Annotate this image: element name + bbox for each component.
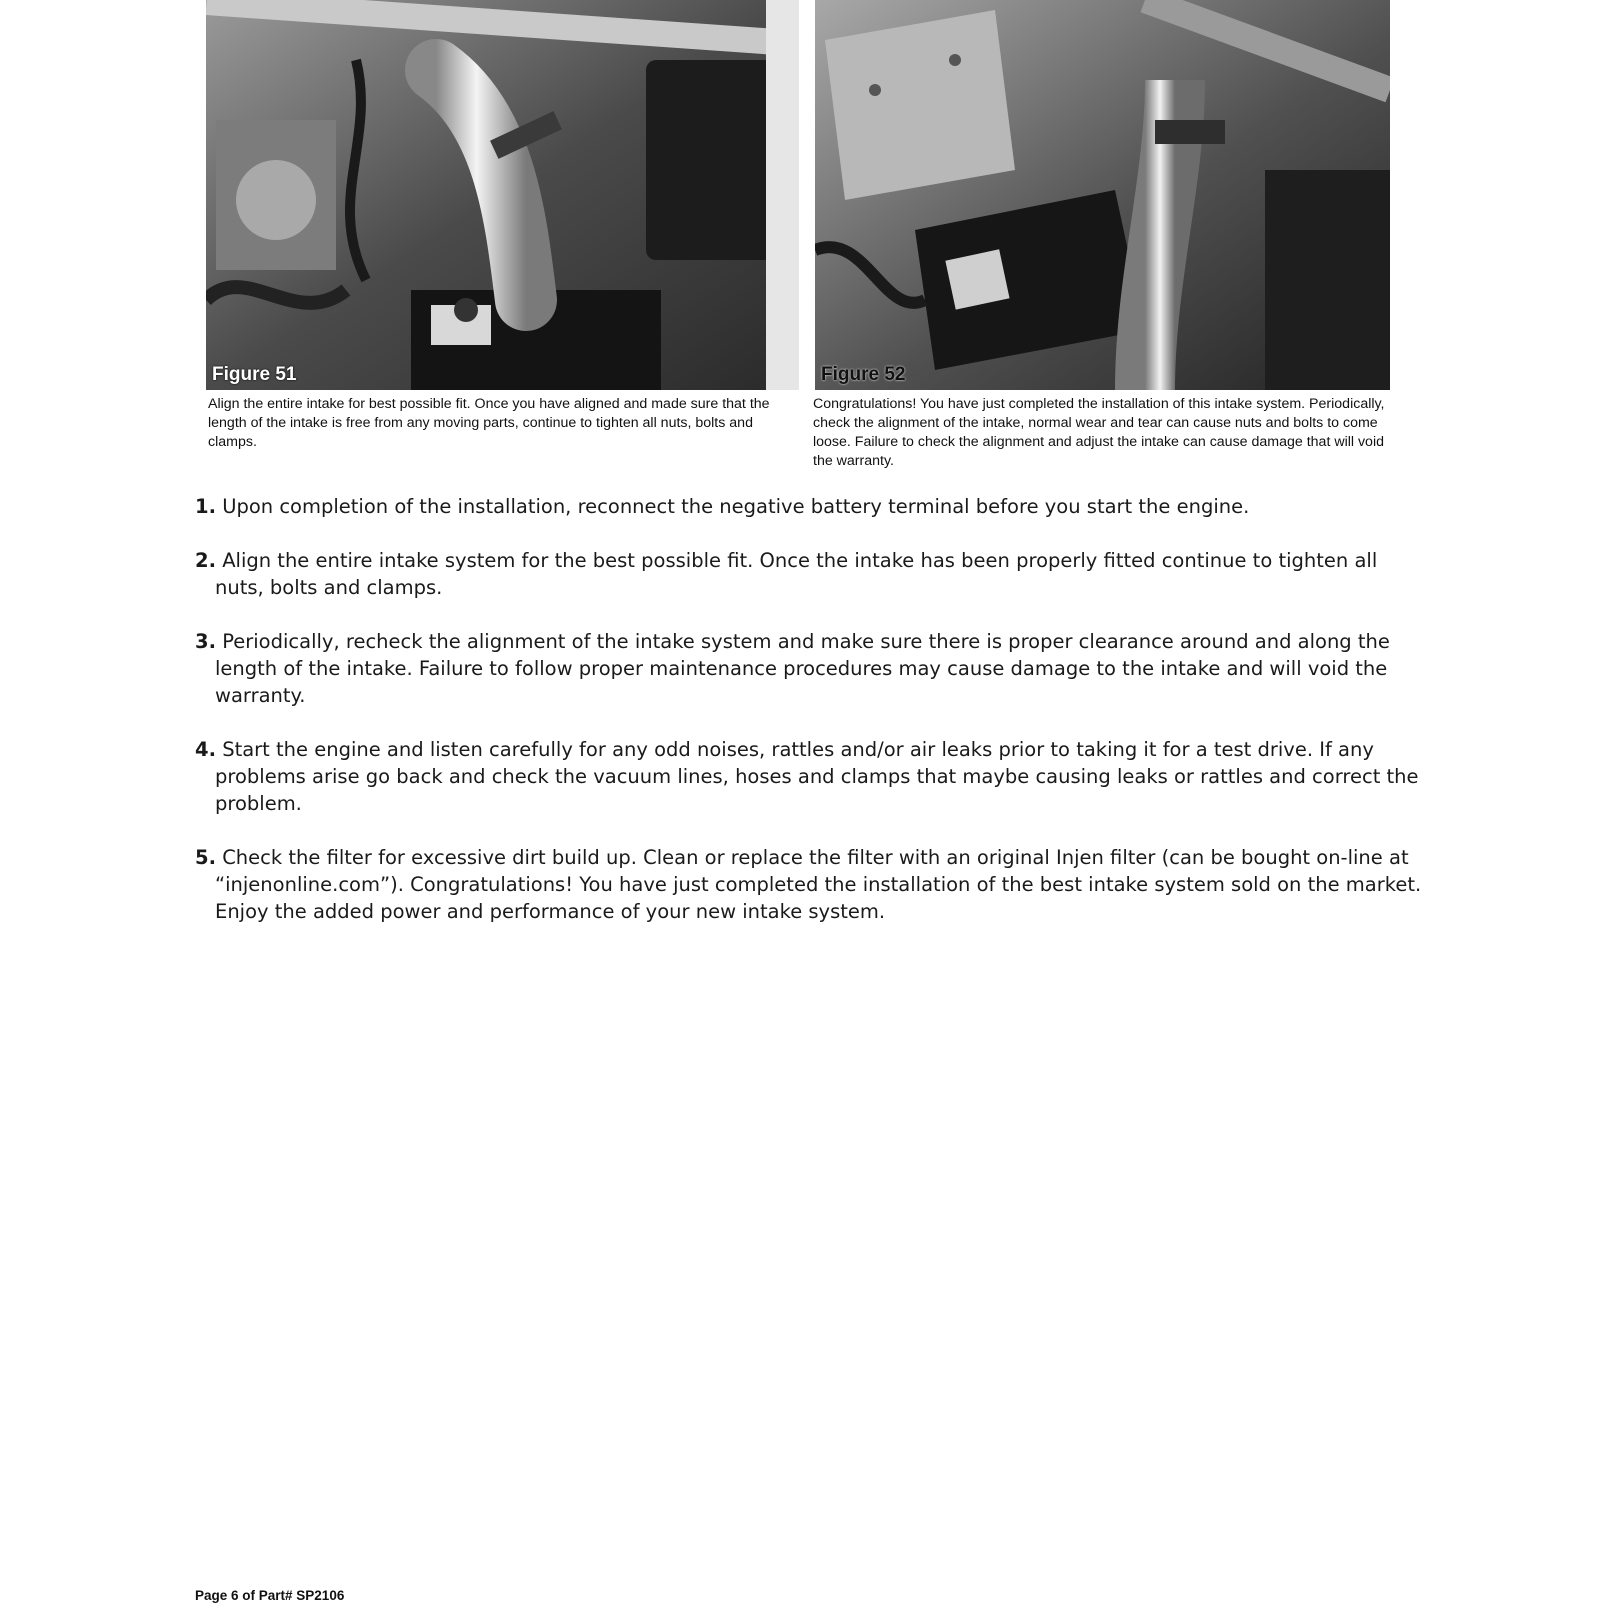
engine-bay-illustration	[815, 0, 1390, 390]
step-number: 1.	[195, 495, 216, 518]
page-footer: Page 6 of Part# SP2106	[195, 1588, 345, 1603]
step-item	[195, 736, 1425, 817]
figure-52-label: Figure 52	[821, 364, 906, 385]
instruction-steps	[195, 493, 1425, 952]
engine-bay-illustration	[206, 0, 799, 390]
step-text: Upon completion of the installation, reconnect the negative battery terminal before you start the engine.	[222, 495, 1250, 518]
step-item	[195, 547, 1425, 601]
figure-52-photo	[815, 0, 1390, 390]
step-number: 2.	[195, 549, 216, 572]
step-number: 3.	[195, 630, 216, 653]
step-item	[195, 493, 1425, 520]
figure-51-caption: Align the entire intake for best possible fit. Once you have aligned and made sure that the length of the intake is free from any moving parts, continue to tighten all nuts, bolts and clamps.	[208, 396, 770, 450]
step-text: Start the engine and listen carefully for any odd noises, rattles and/or air leaks prior to taking it for a test drive. If any problems arise go back and check the vacuum lines, hoses and clamps that maybe causing leaks or rattles and correct the problem.	[215, 738, 1419, 815]
step-item	[195, 628, 1425, 709]
step-text: Check the filter for excessive dirt build up. Clean or replace the filter with an original Injen filter (can be bought on-line at “injenonline.com”). Congratulations! You have just completed the installation of the best intake system sold on the market. Enjoy the added power and performance of your new intake system.	[215, 846, 1422, 923]
figure-51-photo	[206, 0, 799, 390]
step-number: 5.	[195, 846, 216, 869]
figure-51-label: Figure 51	[212, 364, 297, 385]
figure-52-caption: Congratulations! You have just completed the installation of this intake system. Periodically, check the alignment of the intake, normal wear and tear can cause nuts and bolts to come loose. Failure to check the alignment and adjust the intake can cause damage that will void the warranty.	[813, 396, 1385, 469]
step-text: Align the entire intake system for the best possible fit. Once the intake has been properly fitted continue to tighten all nuts, bolts and clamps.	[215, 549, 1378, 599]
step-number: 4.	[195, 738, 216, 761]
step-item	[195, 844, 1425, 925]
step-text: Periodically, recheck the alignment of the intake system and make sure there is proper clearance around and along the length of the intake. Failure to follow proper maintenance procedures may cause damage to the intake and will void the warranty.	[215, 630, 1390, 707]
